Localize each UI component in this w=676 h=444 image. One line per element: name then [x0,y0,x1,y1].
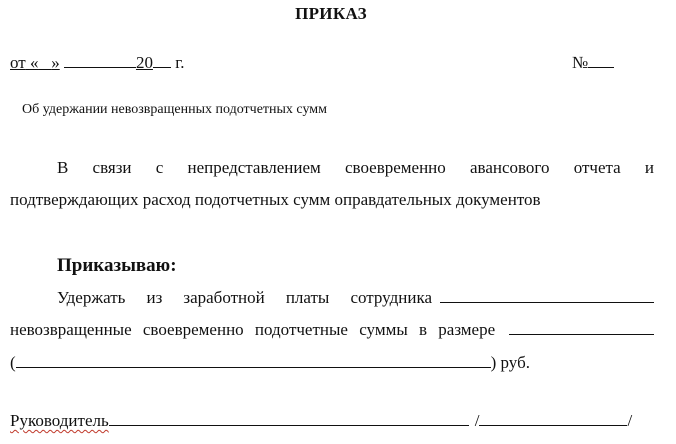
number-blank [588,53,614,68]
order-line-2-text: невозвращенные своевременно подотчетные суммы в размере [10,320,496,339]
year-prefix: 20 [135,53,153,72]
order-subject: Об удержании невозвращенных подотчетных сумм [22,102,327,117]
amount-close-paren: ) руб. [490,353,530,372]
date-prefix: от [10,53,26,72]
year-suffix: г. [175,53,185,72]
document-title: ПРИКАЗ [295,4,367,23]
amount-blank [509,320,654,335]
signature-line [10,411,654,431]
order-heading: Приказываю: [57,255,177,276]
order-line-2 [10,320,654,340]
date-close-quote: » [51,53,60,72]
order-number-line [572,53,614,73]
month-blank [64,53,136,68]
date-open-quote: « [29,53,39,72]
order-line-1 [10,288,654,308]
year-blank [153,53,171,68]
signature-blank [109,411,469,426]
order-line-1-text: Удержать из заработной платы сотрудника [57,288,432,307]
signature-sep-1: / [474,411,480,430]
number-label: № [572,53,589,72]
employee-blank [440,288,654,303]
signature-sep-2: / [627,411,633,430]
reason-paragraph [10,152,654,216]
order-date-line [10,53,185,73]
amount-words-blank [16,353,491,368]
amount-open-paren: ( [10,353,16,372]
reason-line-2: подтверждающих расход подотчетных сумм оправдательных документов [10,190,541,209]
reason-line-1: В связи с непредставлением своевременно авансового отчета и [57,158,654,177]
signature-label: Руководитель [10,411,109,430]
name-blank [479,411,627,426]
amount-words-line [10,353,530,373]
